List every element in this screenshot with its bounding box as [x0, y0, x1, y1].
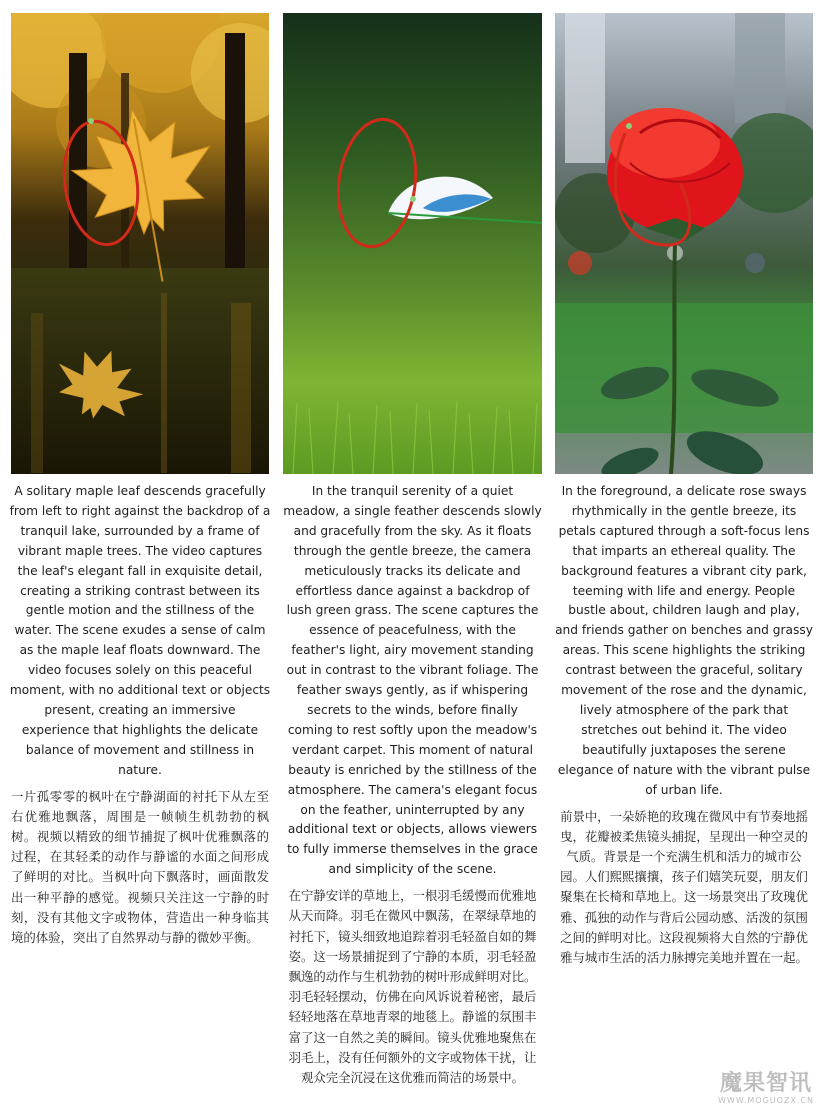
caption-en: In the foreground, a delicate rose sways rhythmically in the gentle breeze, its petals captured through a soft-focus lens that imparts an ethereal quality. The background features a vibrant city park, teeming with life and energy. People bustle about, children laugh and play, and friends gather on benches and grassy areas. This scene highlights the striking contrast between the graceful, solitary movement of the rose and the dynamic, lively atmosphere of the park that stretches out behind it. The video beautifully juxtaposes the serene elegance of nature with the vibrant pulse of urban life.	[555, 484, 813, 797]
caption-en: A solitary maple leaf descends gracefully from left to right against the backdrop of a tranquil lake, surrounded by a frame of vibrant maple trees. The video captures the leaf's elegant fall in exquisite detail, creating a striking contrast between its gentle motion and the stillness of the water. The scene exudes a sense of calm as the maple leaf floats downward. The video focuses solely on this peaceful moment, with no additional text or objects present, creating an immersive experience that highlights the delicate balance of movement and stillness in nature.	[9, 484, 271, 777]
watermark-main: 魔果智讯	[720, 1071, 813, 1096]
watermark-sub: WWW.MOGUOZX.CN	[718, 1096, 814, 1105]
panel-maple-leaf	[11, 13, 269, 948]
caption-zh: 一片孤零零的枫叶在宁静湖面的衬托下从左至右优雅地飘落，周围是一帧帧生机勃勃的枫树。视频以精致的细节捕捉了枫叶优雅飘落的过程，在其轻柔的动作与静谧的水面之间形成了鲜明的对比。当枫叶向下飘落时，画面散发出一种平静的感觉。视频只关注这一宁静的时刻，没有其他文字或物体，营造出一种身临其境的体验，突出了自然界动与静的微妙平衡。	[11, 788, 269, 946]
watermark	[718, 1072, 814, 1106]
rose-park-image	[555, 13, 813, 474]
caption-en: In the tranquil serenity of a quiet meadow, a single feather descends slowly and gracefully from the sky. As it floats through the gentle breeze, the camera meticulously tracks its delicate and effortless dance against a backdrop of lush green grass. The scene captures the essence of peacefulness, with the feather's light, airy movement standing out in contrast to the vibrant foliage. The feather sways gently, as if whispering secrets to the winds, before finally coming to rest softly upon the meadow's verdant carpet. This moment of natural beauty is enriched by the stillness of the atmosphere. The camera's elegant focus on the feather, uninterrupted by any additional text or objects, allows viewers to fully immerse themselves in the grace and simplicity of the scene.	[283, 484, 542, 877]
feather-meadow-image	[283, 13, 542, 474]
caption-zh: 在宁静安详的草地上，一根羽毛缓慢而优雅地从天而降。羽毛在微风中飘荡，在翠绿草地的衬托下，镜头细致地追踪着羽毛轻盈自如的舞姿。这一场景捕捉到了宁静的本质，羽毛轻盈飘逸的动作与生机勃勃的树叶形成鲜明对比。羽毛轻轻摆动，仿佛在向风诉说着秘密，最后轻轻地落在草地青翠的地毯上。静谧的氛围丰富了这一自然之美的瞬间。镜头优雅地聚焦在羽毛上，没有任何额外的文字或物体干扰，让观众完全沉浸在这优雅而简洁的场景中。	[288, 888, 537, 1085]
panel-rose	[555, 13, 813, 968]
panel-feather	[283, 13, 542, 1088]
caption-zh: 前景中，一朵娇艳的玫瑰在微风中有节奏地摇曳，花瓣被柔焦镜头捕捉，呈现出一种空灵的气质。背景是一个充满生机和活力的城市公园。人们熙熙攘攘，孩子们嬉笑玩耍，朋友们聚集在长椅和草地上。这一场景突出了玫瑰优雅、孤独的动作与背后公园动感、活泼的氛围之间的鲜明对比。这段视频将大自然的宁静优雅与城市生活的活力脉搏完美地并置在一起。	[560, 808, 808, 965]
maple-leaf-lake-image	[11, 13, 269, 474]
